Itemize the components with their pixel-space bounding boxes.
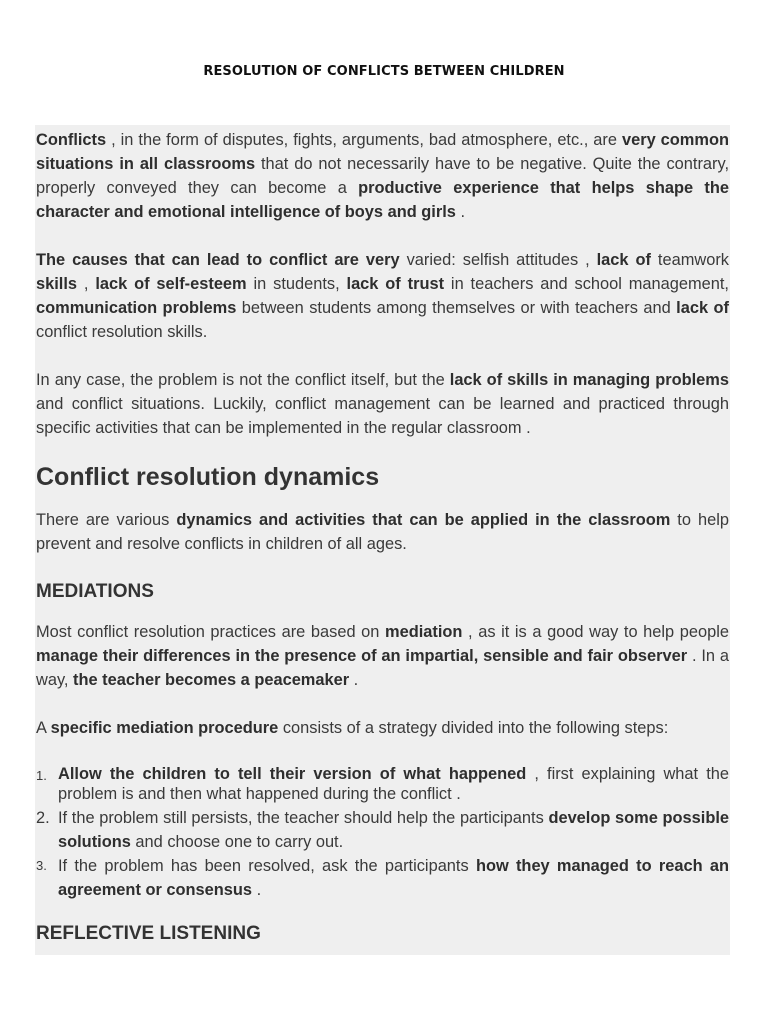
text: teamwork: [650, 251, 729, 269]
list-number: 3.: [36, 858, 47, 873]
heading-reflective-listening: REFLECTIVE LISTENING: [36, 923, 261, 944]
text-bold: lack of skills in managing problems: [449, 371, 729, 389]
paragraph-causes: [36, 248, 729, 344]
text: , in the form of disputes, fights, arguments, bad atmosphere, etc., are: [106, 131, 622, 149]
text: in teachers and school management,: [444, 275, 729, 293]
mediation-steps-list: [36, 764, 729, 902]
text-bold: the teacher becomes a peacemaker: [73, 671, 350, 689]
text: , as it is a good way to help people: [462, 623, 729, 641]
list-number: 1.: [36, 768, 47, 783]
document-title: RESOLUTION OF CONFLICTS BETWEEN CHILDREN: [203, 64, 565, 79]
text-bold: lack of self-esteem: [95, 275, 247, 293]
text: ,: [77, 275, 96, 293]
text-bold: communication problems: [36, 299, 237, 317]
text-bold: manage their differences in the presence of an impartial, sensible and fair observer: [36, 647, 688, 665]
text: that do not necessarily have to be negative. Quite the contrary, properly conveyed they can become a: [36, 155, 730, 197]
text-bold: lack of: [596, 251, 651, 269]
text: and choose one to carry out.: [130, 833, 344, 851]
paragraph-dynamics-intro: [36, 508, 729, 556]
text: Most conflict resolution practices are based on: [36, 623, 386, 641]
list-item: [36, 806, 729, 854]
paragraph-procedure: [36, 716, 729, 740]
text-bold: specific mediation procedure: [50, 719, 279, 737]
text: If the problem still persists, the teacher should help the participants: [58, 809, 549, 827]
text: in students,: [246, 275, 347, 293]
text: varied: selfish attitudes ,: [399, 251, 597, 269]
heading-mediations: MEDIATIONS: [36, 581, 154, 602]
document-body: [36, 128, 729, 962]
text: conflict resolution skills.: [36, 323, 208, 341]
text-bold: Conflicts: [36, 131, 107, 149]
text-bold: how they managed to reach an agreement or consensus: [58, 857, 729, 899]
text-bold: The causes that can lead to conflict are very: [36, 251, 400, 269]
text: . In a way,: [36, 647, 729, 689]
paragraph-mediation: [36, 620, 729, 692]
text-bold: skills: [36, 275, 78, 293]
text-bold: dynamics and activities that can be applied in the classroom: [176, 511, 671, 529]
text-bold: very common situations in all classrooms: [36, 131, 729, 173]
text: A: [36, 719, 51, 737]
text-bold: Allow the children to tell their version of what happened: [58, 765, 527, 783]
list-number: 2.: [36, 809, 50, 827]
paragraph-skills: [36, 368, 729, 440]
text-bold: develop some possible solutions: [58, 809, 730, 851]
text-bold: productive experience that helps shape the character and emotional intelligence of boys and girls: [36, 179, 729, 221]
list-item: [36, 854, 729, 902]
list-item: [36, 764, 729, 804]
text: .: [349, 671, 359, 689]
text: and conflict situations. Luckily, conflict management can be learned and practiced through specific activities that can be implemented in the regular classroom .: [36, 395, 729, 437]
text-bold: lack of: [676, 299, 729, 317]
text-bold: mediation: [385, 623, 463, 641]
text: between students among themselves or with teachers and: [236, 299, 677, 317]
text-bold: lack of trust: [346, 275, 445, 293]
text: to help prevent and resolve conflicts in children of all ages.: [36, 511, 729, 553]
text: There are various: [36, 511, 177, 529]
text: In any case, the problem is not the conflict itself, but the: [36, 371, 450, 389]
text: If the problem has been resolved, ask the participants: [58, 857, 476, 875]
text: consists of a strategy divided into the following steps:: [278, 719, 669, 737]
text: .: [455, 203, 465, 221]
paragraph-conflicts-intro: [36, 128, 729, 224]
text: .: [252, 881, 262, 899]
heading-conflict-resolution-dynamics: Conflict resolution dynamics: [36, 463, 380, 491]
text: , first explaining what the problem is and then what happened during the conflict .: [58, 765, 729, 803]
